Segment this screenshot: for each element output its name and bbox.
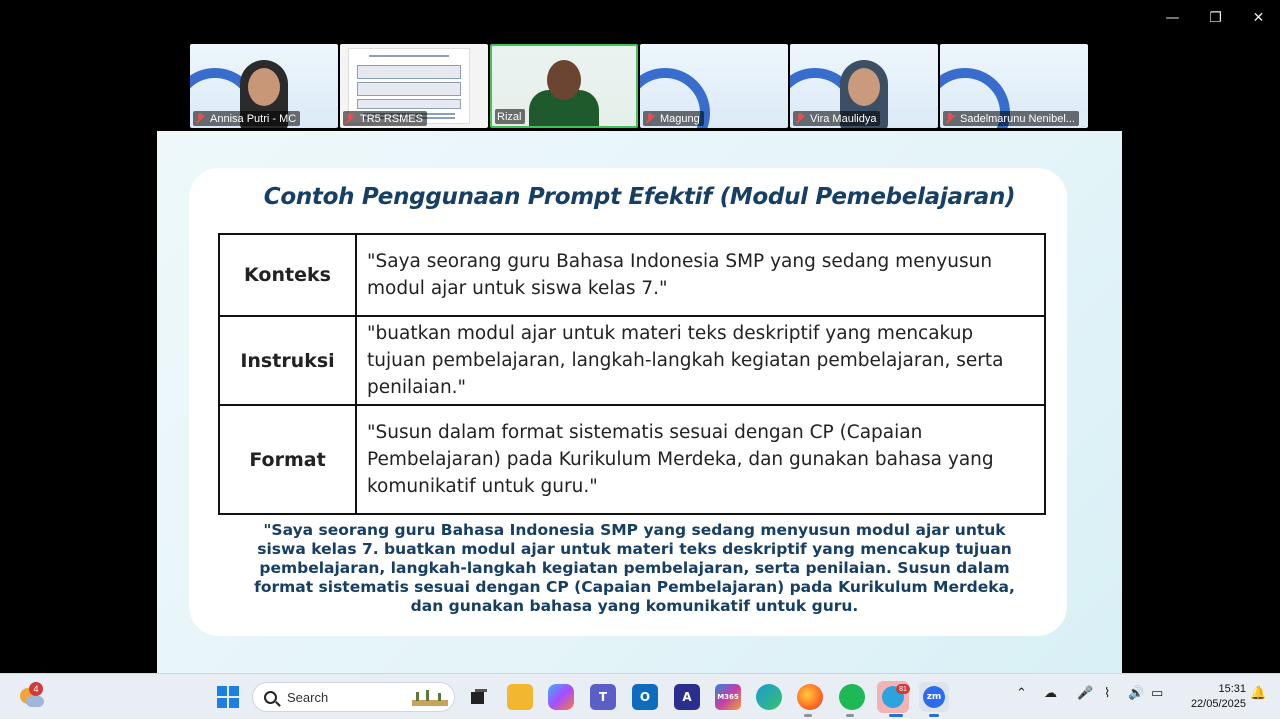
m365-icon[interactable]: M365 xyxy=(715,684,741,710)
restore-button[interactable]: ❐ xyxy=(1209,10,1222,26)
copilot-icon[interactable] xyxy=(548,684,574,710)
onedrive-icon[interactable]: ☁ xyxy=(1044,686,1057,701)
participant-tile[interactable] xyxy=(940,44,1088,128)
participant-tile-active-speaker[interactable] xyxy=(490,44,638,128)
start-button[interactable] xyxy=(217,686,239,708)
clock-date: 22/05/2025 xyxy=(1190,698,1246,710)
telegram-badge: 81 xyxy=(896,684,910,694)
table-row xyxy=(219,405,1045,514)
row-label: Konteks xyxy=(219,234,356,316)
row-text: "buatkan modul ajar untuk materi teks deskriptif yang mencakup tujuan pembelajaran, langkah-langkah kegiatan pembelajaran, serta penilaian." xyxy=(356,316,1045,405)
notification-badge: 4 xyxy=(29,682,43,696)
running-indicator xyxy=(929,714,939,717)
firefox-icon[interactable] xyxy=(797,684,823,710)
notification-bell-icon[interactable]: 🔔 xyxy=(1250,686,1267,701)
microphone-icon[interactable]: 🎤 xyxy=(1077,686,1094,701)
participant-name-bar xyxy=(495,109,525,124)
table-row xyxy=(219,316,1045,405)
participant-tile[interactable] xyxy=(640,44,788,128)
participant-name: Sadelmarunu Nenibel... xyxy=(960,112,1075,125)
search-box[interactable] xyxy=(252,682,455,712)
edge-icon[interactable] xyxy=(756,684,782,710)
participant-name: Annisa Putri - MC xyxy=(210,112,297,125)
wifi-icon[interactable]: ⌇ xyxy=(1104,686,1111,701)
file-explorer-icon[interactable] xyxy=(507,684,533,710)
participant-name-bar xyxy=(793,111,880,126)
muted-mic-icon xyxy=(195,113,205,124)
battery-icon[interactable]: ▭ xyxy=(1151,686,1164,701)
participant-name-bar xyxy=(343,111,427,126)
muted-mic-icon xyxy=(645,113,655,124)
prompt-table xyxy=(218,233,1046,515)
search-highlight-icon xyxy=(412,688,448,706)
participant-name: Magung xyxy=(660,112,700,125)
combined-prompt-text: "Saya seorang guru Bahasa Indonesia SMP yang sedang menyusun modul ajar untuk siswa kelas 7. buatkan modul ajar untuk materi teks deskriptif yang mencakup tujuan pembelajaran, langkah-langkah kegiatan pembelajaran, serta penilaian. Susun dalam format sistematis sesuai dengan CP (Capaian Pembelajaran) pada Kurikulum Merdeka, dan gunakan bahasa yang komunikatif untuk guru. xyxy=(254,521,1015,615)
clock[interactable] xyxy=(1176,682,1246,712)
spotify-icon[interactable] xyxy=(839,684,865,710)
participant-tile[interactable] xyxy=(790,44,938,128)
running-indicator xyxy=(889,714,903,717)
speaker-icon[interactable]: 🔊 xyxy=(1128,686,1145,701)
running-indicator xyxy=(804,714,812,717)
chevron-up-icon[interactable]: ⌃ xyxy=(1016,686,1027,701)
participant-tile[interactable] xyxy=(190,44,338,128)
table-row xyxy=(219,234,1045,316)
search-placeholder: Search xyxy=(287,689,329,705)
outlook-icon[interactable]: O xyxy=(632,684,658,710)
row-label: Format xyxy=(219,405,356,514)
zoom-icon[interactable]: zm xyxy=(919,682,949,712)
slide-title: Contoh Penggunaan Prompt Efektif (Modul Pemebelajaran) xyxy=(263,184,1016,210)
row-text: "Susun dalam format sistematis sesuai dengan CP (Capaian Pembelajaran) pada Kurikulum Merdeka, dan gunakan bahasa yang komunikatif untuk guru." xyxy=(356,405,1045,514)
participant-name-bar xyxy=(943,111,1079,126)
muted-mic-icon xyxy=(345,113,355,124)
editor-icon[interactable]: A xyxy=(674,684,700,710)
participant-name-bar xyxy=(643,111,704,126)
teams-icon[interactable]: T xyxy=(590,684,616,710)
row-text: "Saya seorang guru Bahasa Indonesia SMP yang sedang menyusun modul ajar untuk siswa kelas 7." xyxy=(356,234,1045,316)
running-indicator xyxy=(846,714,854,717)
muted-mic-icon xyxy=(795,113,805,124)
participant-tile[interactable] xyxy=(340,44,488,128)
participant-name-bar xyxy=(193,111,300,126)
participant-video xyxy=(529,54,599,126)
task-view-icon[interactable] xyxy=(466,684,492,710)
shared-screen-slide xyxy=(157,131,1122,673)
row-label: Instruksi xyxy=(219,316,356,405)
muted-mic-icon xyxy=(945,113,955,124)
clock-time: 15:31 xyxy=(1218,683,1246,695)
window-controls xyxy=(1151,0,1280,36)
minimize-button[interactable]: — xyxy=(1165,10,1180,26)
participant-name: Vira Maulidya xyxy=(810,112,877,125)
participant-strip xyxy=(190,44,1088,128)
participant-name: TR5 RSMES xyxy=(360,112,423,125)
close-button[interactable]: ✕ xyxy=(1252,10,1265,26)
search-icon xyxy=(264,691,277,704)
taskbar xyxy=(0,673,1280,719)
participant-name: Rizal xyxy=(497,110,522,123)
